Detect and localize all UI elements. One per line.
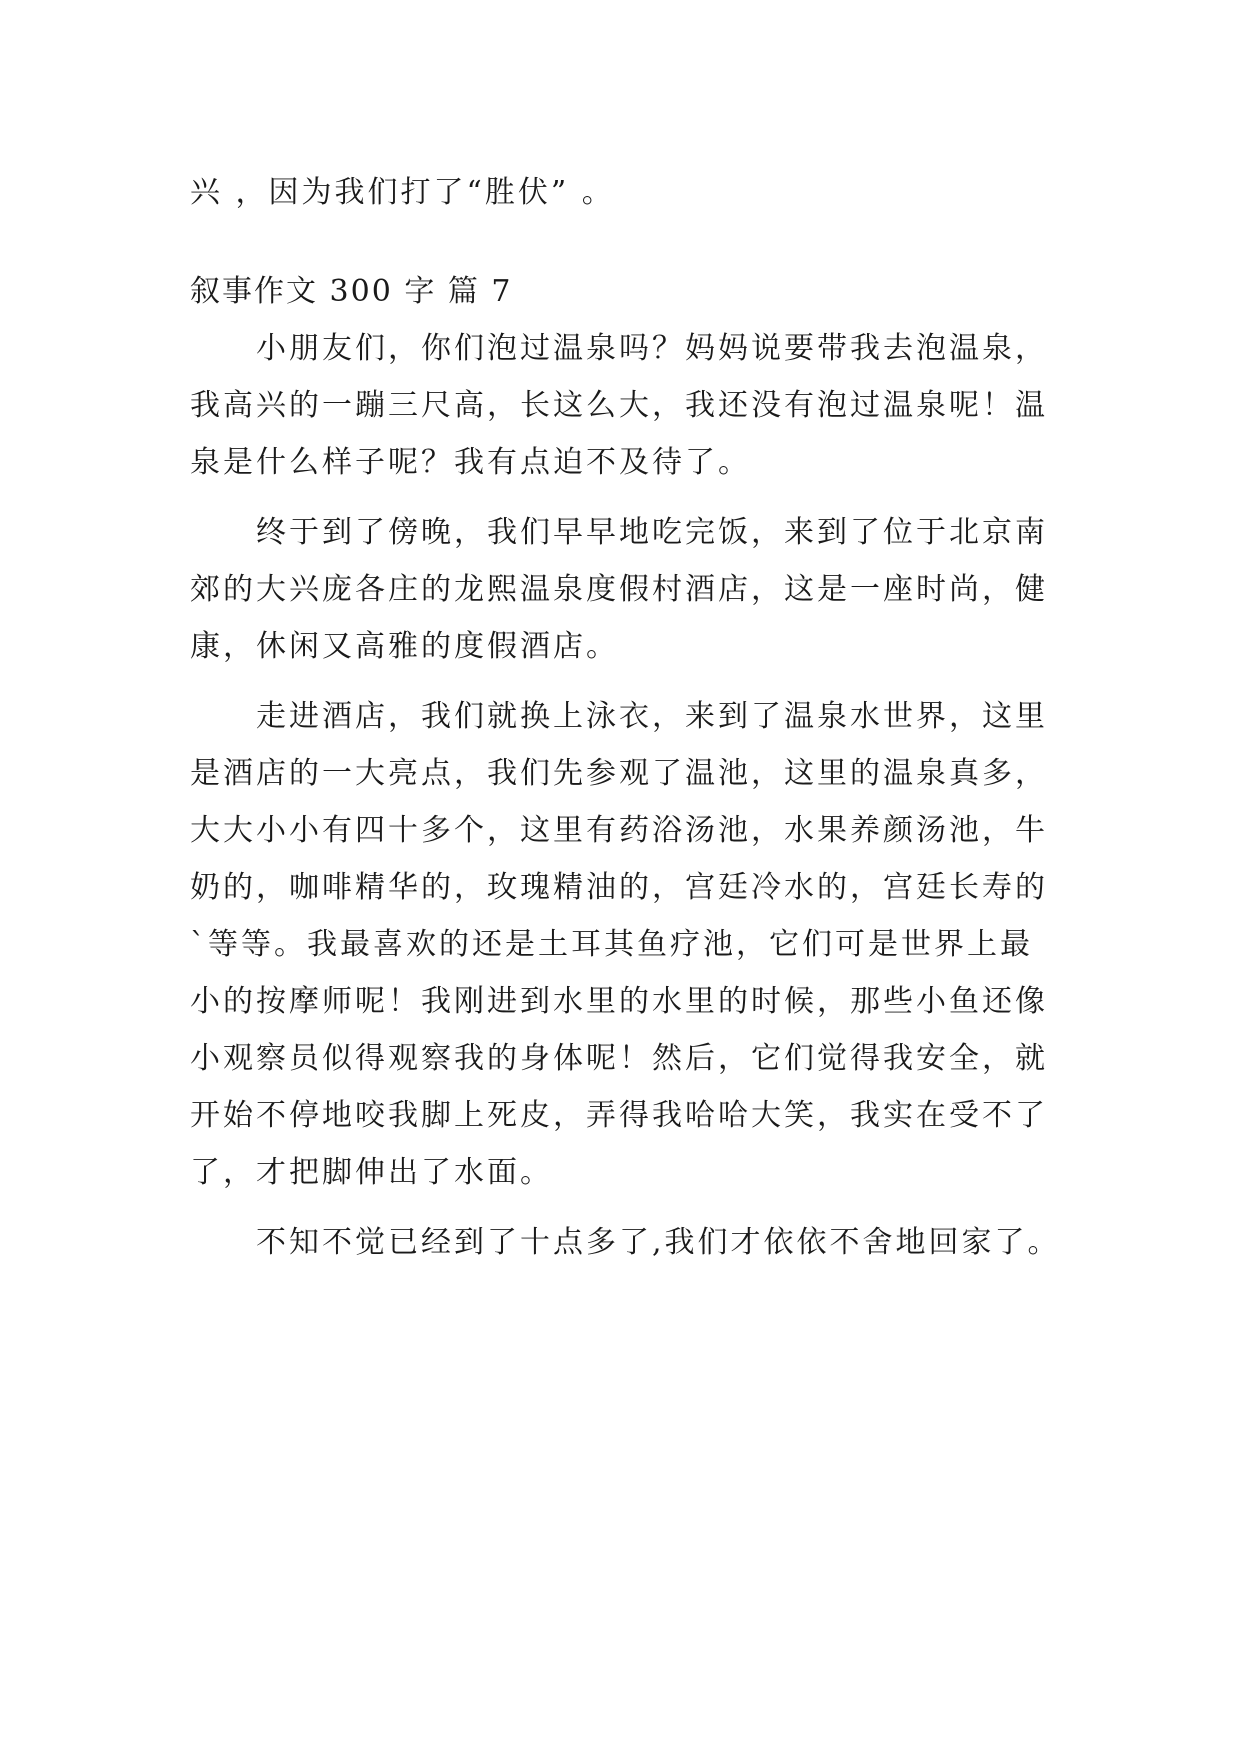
paragraph: [190, 688, 1070, 1201]
paragraph-line: 泉是什么样子呢？我有点迫不及待了。: [190, 445, 751, 480]
paragraph-line: 小朋友们，你们泡过温泉吗？妈妈说要带我去泡温泉，: [256, 331, 1048, 366]
paragraph-line: 我高兴的一蹦三尺高，长这么大，我还没有泡过温泉呢！温: [190, 388, 1048, 423]
paragraph: [190, 320, 1070, 491]
paragraph-line: 终于到了傍晚，我们早早地吃完饭，来到了位于北京南: [256, 515, 1048, 550]
paragraph-line: 郊的大兴庞各庄的龙熙温泉度假村酒店，这是一座时尚，健: [190, 572, 1048, 607]
paragraph-line: 奶的，咖啡精华的，玫瑰精油的，宫廷冷水的，宫廷长寿的: [190, 870, 1048, 905]
paragraph-line: 小观察员似得观察我的身体呢！然后，它们觉得我安全，就: [190, 1041, 1048, 1076]
paragraph-line: 开始不停地咬我脚上死皮，弄得我哈哈大笑，我实在受不了: [190, 1098, 1048, 1133]
section-heading: 叙事作文 300 字 篇 7: [190, 274, 513, 309]
continuation-line: 兴 ，因为我们打了“胜伏” 。: [190, 175, 615, 210]
paragraph-line: 大大小小有四十多个，这里有药浴汤池，水果养颜汤池，牛: [190, 813, 1048, 848]
paragraph-line: 不知不觉已经到了十点多了,我们才依依不舍地回家了。: [256, 1225, 1061, 1260]
paragraph-line: 是酒店的一大亮点，我们先参观了温池，这里的温泉真多，: [190, 756, 1048, 791]
paragraph: [190, 504, 1070, 675]
document-body: [190, 164, 1070, 1271]
paragraph-line: 康，休闲又高雅的度假酒店。: [190, 629, 619, 664]
paragraph: [190, 1214, 1070, 1271]
paragraph-line: 走进酒店，我们就换上泳衣，来到了温泉水世界，这里: [256, 699, 1048, 734]
paragraph-line: 小的按摩师呢！我刚进到水里的水里的时候，那些小鱼还像: [190, 984, 1048, 1019]
paragraph-line: `等等。我最喜欢的还是土耳其鱼疗池，它们可是世界上最: [190, 927, 1033, 962]
paragraph-line: 了，才把脚伸出了水面。: [190, 1155, 553, 1190]
